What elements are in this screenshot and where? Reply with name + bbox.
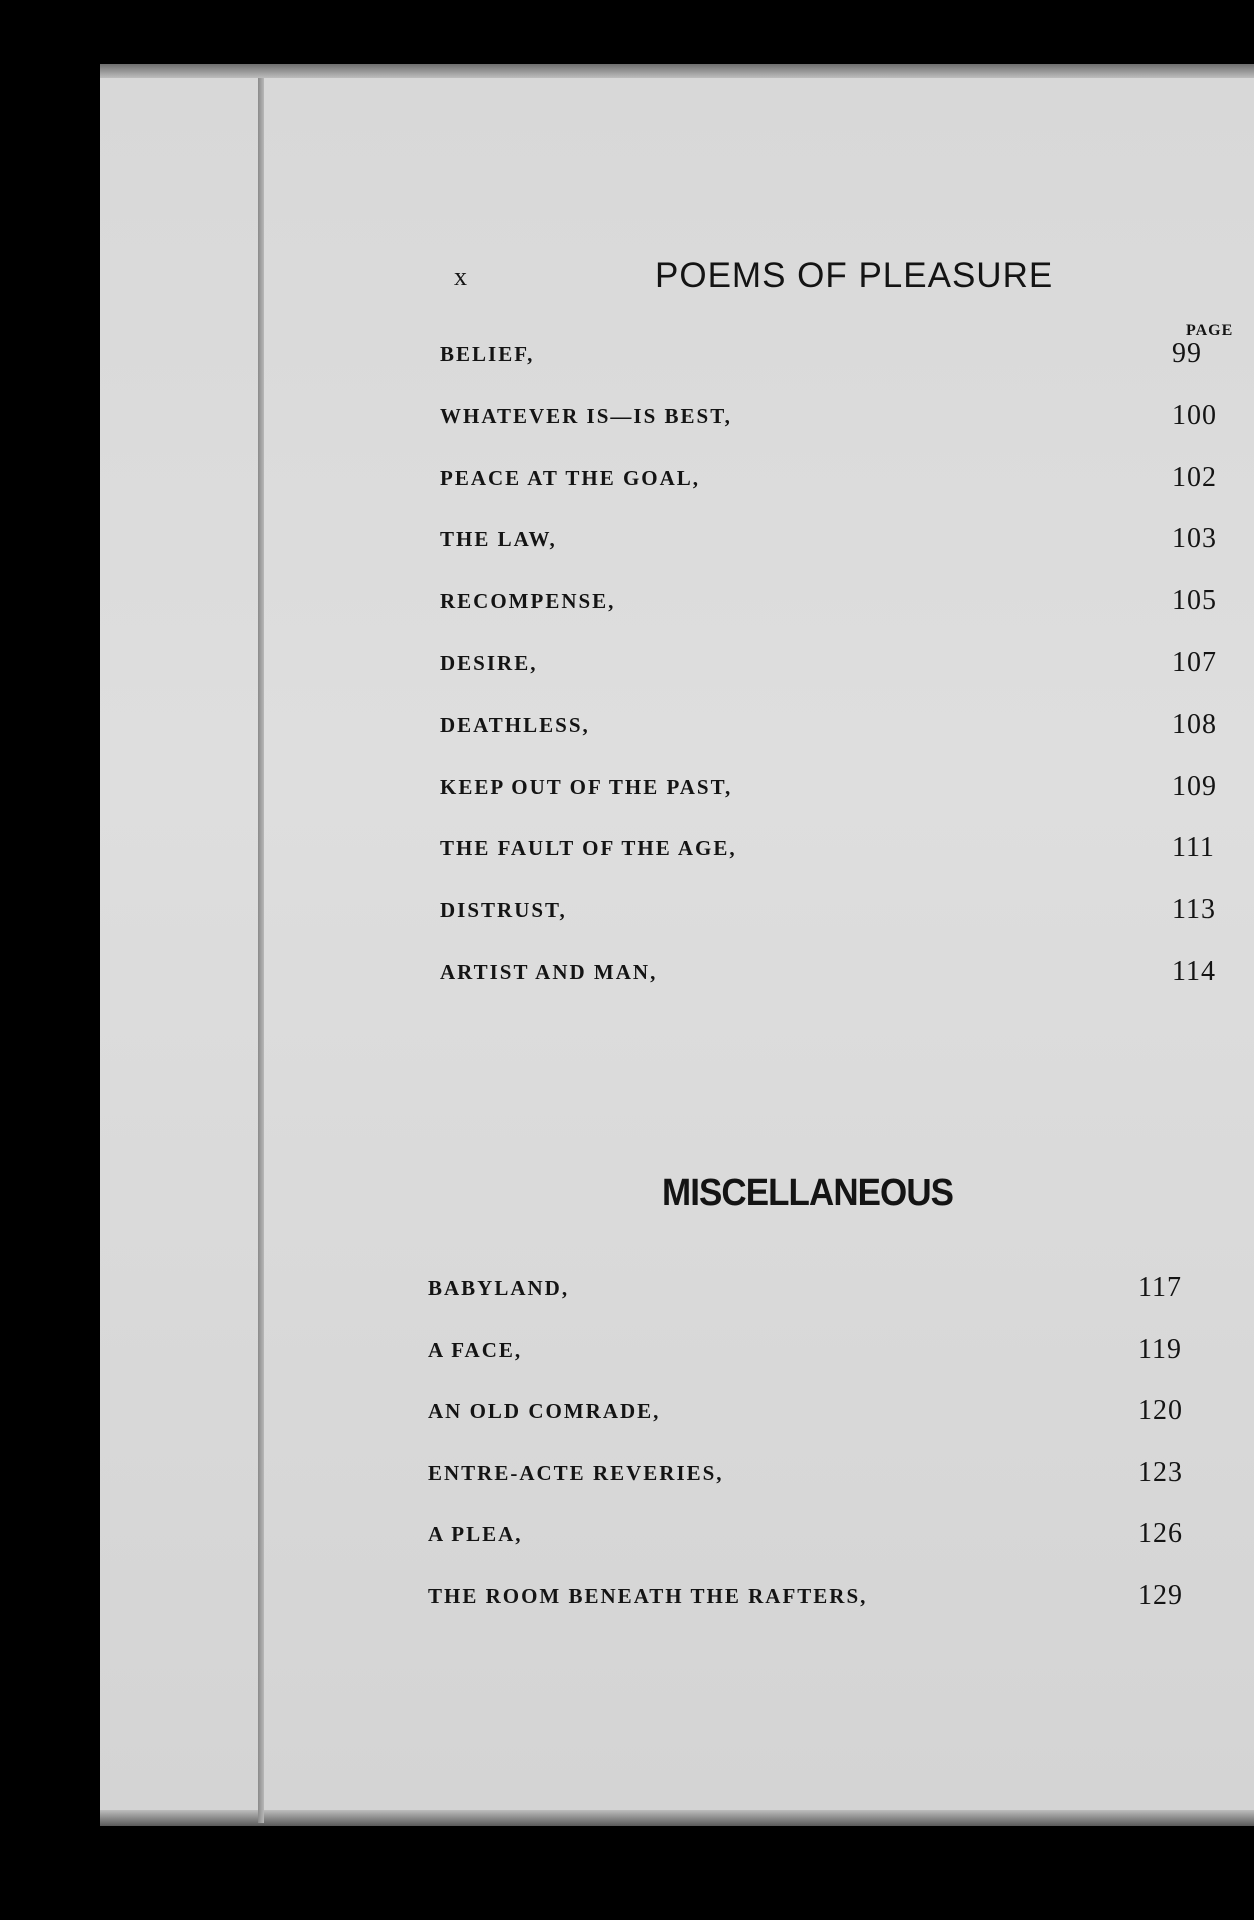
toc-entry-page: 100 — [1172, 399, 1217, 431]
toc-entry — [440, 771, 1234, 811]
toc-entry-title: ARTIST AND MAN, — [440, 960, 658, 984]
page-column-label: PAGE — [1186, 322, 1234, 339]
toc-entry-title: PEACE AT THE GOAL, — [440, 465, 701, 490]
toc-entry-title: THE FAULT OF THE AGE, — [440, 836, 737, 861]
toc-entry — [428, 1272, 1234, 1312]
toc-entry-page: 120 — [1138, 1395, 1183, 1426]
toc-entry — [428, 1518, 1234, 1558]
toc-entry-title: DEATHLESS, — [440, 712, 590, 737]
toc-entry-page: 108 — [1172, 708, 1217, 740]
toc-entry-page: 103 — [1172, 523, 1217, 555]
section-heading-miscellaneous: MISCELLANEOUS — [662, 1172, 954, 1214]
toc-entry-page: 117 — [1138, 1272, 1182, 1303]
toc-entry-title: ENTRE-ACTE REVERIES, — [428, 1460, 724, 1485]
toc-entry — [440, 709, 1234, 749]
toc-entry-page: 109 — [1172, 770, 1217, 802]
toc-entry — [440, 647, 1234, 687]
folio-number: x — [454, 262, 467, 291]
toc-entry-title: DISTRUST, — [440, 898, 567, 923]
book-title: POEMS OF PLEASURE — [655, 256, 1054, 295]
toc-entry-page: 99 — [1172, 338, 1202, 369]
toc-entry — [440, 956, 1234, 996]
toc-entry-page: 111 — [1172, 832, 1215, 864]
toc-entry-page: 114 — [1172, 956, 1216, 987]
toc-entry — [428, 1457, 1234, 1497]
toc-entry-page: 102 — [1172, 461, 1217, 493]
toc-entry-page: 107 — [1172, 647, 1217, 678]
toc-entry-title: THE ROOM BENEATH THE RAFTERS, — [428, 1583, 868, 1608]
toc-entry — [440, 832, 1234, 872]
toc-entry-page: 105 — [1172, 585, 1217, 617]
toc-entry — [440, 462, 1234, 502]
toc-entry — [428, 1395, 1234, 1435]
toc-entry-title: THE LAW, — [440, 527, 557, 552]
toc-entry — [440, 585, 1234, 625]
toc-entry-title: DESIRE, — [440, 651, 538, 675]
toc-entry-page: 123 — [1138, 1456, 1183, 1488]
toc-entry-title: RECOMPENSE, — [440, 589, 616, 614]
toc-entry-title: WHATEVER IS—IS BEST, — [440, 403, 732, 428]
toc-entry-title: AN OLD COMRADE, — [428, 1399, 661, 1423]
running-head — [450, 256, 1250, 306]
toc-entry — [440, 400, 1234, 440]
toc-entry-page: 119 — [1138, 1333, 1182, 1365]
toc-entry-title: A PLEA, — [428, 1522, 523, 1546]
toc-entry-page: 113 — [1172, 894, 1216, 926]
toc-entry — [428, 1580, 1234, 1620]
toc-entry — [440, 894, 1234, 934]
toc-entry-title: A FACE, — [428, 1337, 523, 1362]
toc-entry — [440, 523, 1234, 563]
toc-entry-title: KEEP OUT OF THE PAST, — [440, 774, 733, 799]
toc-entry — [440, 338, 1234, 378]
toc-entry-page: 129 — [1138, 1579, 1183, 1611]
toc-entry-title: BELIEF, — [440, 342, 535, 366]
toc-entry — [428, 1334, 1234, 1374]
toc-entry-page: 126 — [1138, 1518, 1183, 1549]
toc-entry-title: BABYLAND, — [428, 1276, 570, 1300]
